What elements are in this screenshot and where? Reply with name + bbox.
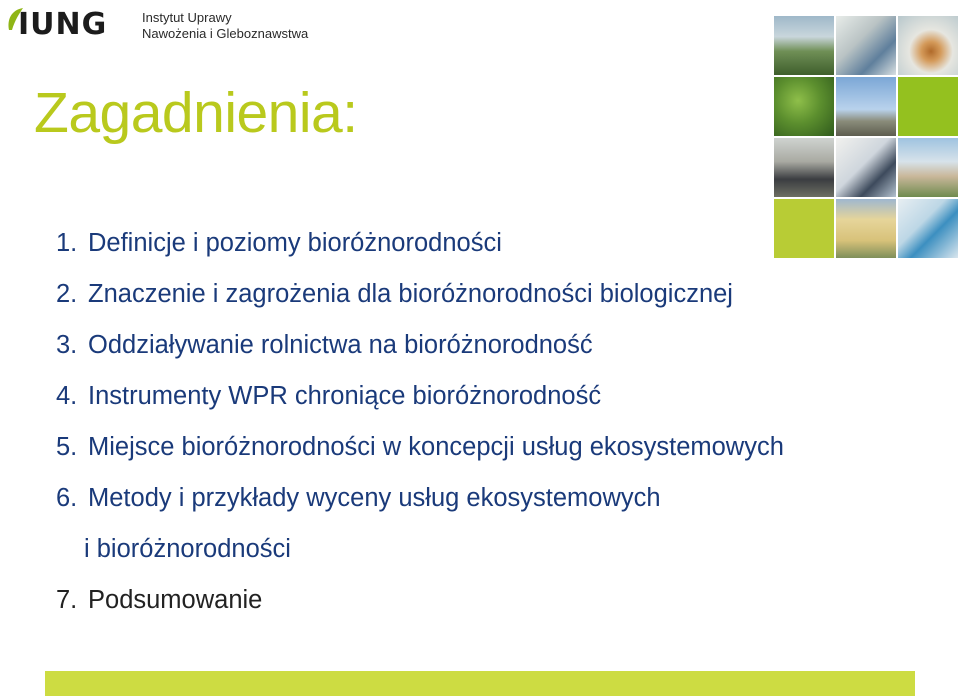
agenda-item-6-continued <box>56 524 936 575</box>
logo-wordmark: IUNG <box>18 7 108 42</box>
agenda-text: Miejsce bioróżnorodności w koncepcji usług ekosystemowych <box>88 433 784 461</box>
logo-line-2: Nawożenia i Gleboznawstwa <box>142 26 309 41</box>
agenda-item-1 <box>56 218 936 269</box>
photo-weather-mast <box>836 77 896 136</box>
green-tile <box>898 77 958 136</box>
agenda-number: 2. <box>56 280 78 308</box>
agenda-item-4 <box>56 371 936 422</box>
logo-line-1: Instytut Uprawy <box>142 10 232 25</box>
photo-computer-work <box>836 138 896 197</box>
agenda-item-3 <box>56 320 936 371</box>
photo-petri-dish <box>898 16 958 75</box>
agenda-text: Definicje i poziomy bioróżnorodności <box>88 229 502 257</box>
agenda-item-7 <box>56 575 936 626</box>
photo-rotunda <box>898 138 958 197</box>
agenda-list <box>56 218 936 626</box>
photo-laboratory <box>836 16 896 75</box>
iung-logo <box>6 4 309 52</box>
page-title: Zagadnienia: <box>34 81 358 145</box>
agenda-number: 3. <box>56 331 78 359</box>
agenda-text: Instrumenty WPR chroniące bioróżnorodność <box>88 382 602 410</box>
agenda-text: Metody i przykłady wyceny usług ekosystemowych <box>88 484 661 512</box>
footer-bar <box>45 671 915 696</box>
agenda-item-2 <box>56 269 936 320</box>
agenda-number: 5. <box>56 433 78 461</box>
photo-group <box>774 138 834 197</box>
logo-subtitle <box>142 10 308 42</box>
agenda-number: 4. <box>56 382 78 410</box>
agenda-text: Znaczenie i zagrożenia dla bioróżnorodności biologicznej <box>88 280 733 308</box>
agenda-number: 6. <box>56 484 78 512</box>
agenda-item-5 <box>56 422 936 473</box>
agenda-text: Oddziaływanie rolnictwa na bioróżnorodność <box>88 331 593 359</box>
photo-leaves <box>774 77 834 136</box>
agenda-item-6 <box>56 473 936 524</box>
agenda-number: 7. <box>56 586 78 614</box>
agenda-text: i bioróżnorodności <box>84 535 291 563</box>
photo-palace-park <box>774 16 834 75</box>
agenda-text: Podsumowanie <box>88 586 263 614</box>
agenda-number: 1. <box>56 229 78 257</box>
